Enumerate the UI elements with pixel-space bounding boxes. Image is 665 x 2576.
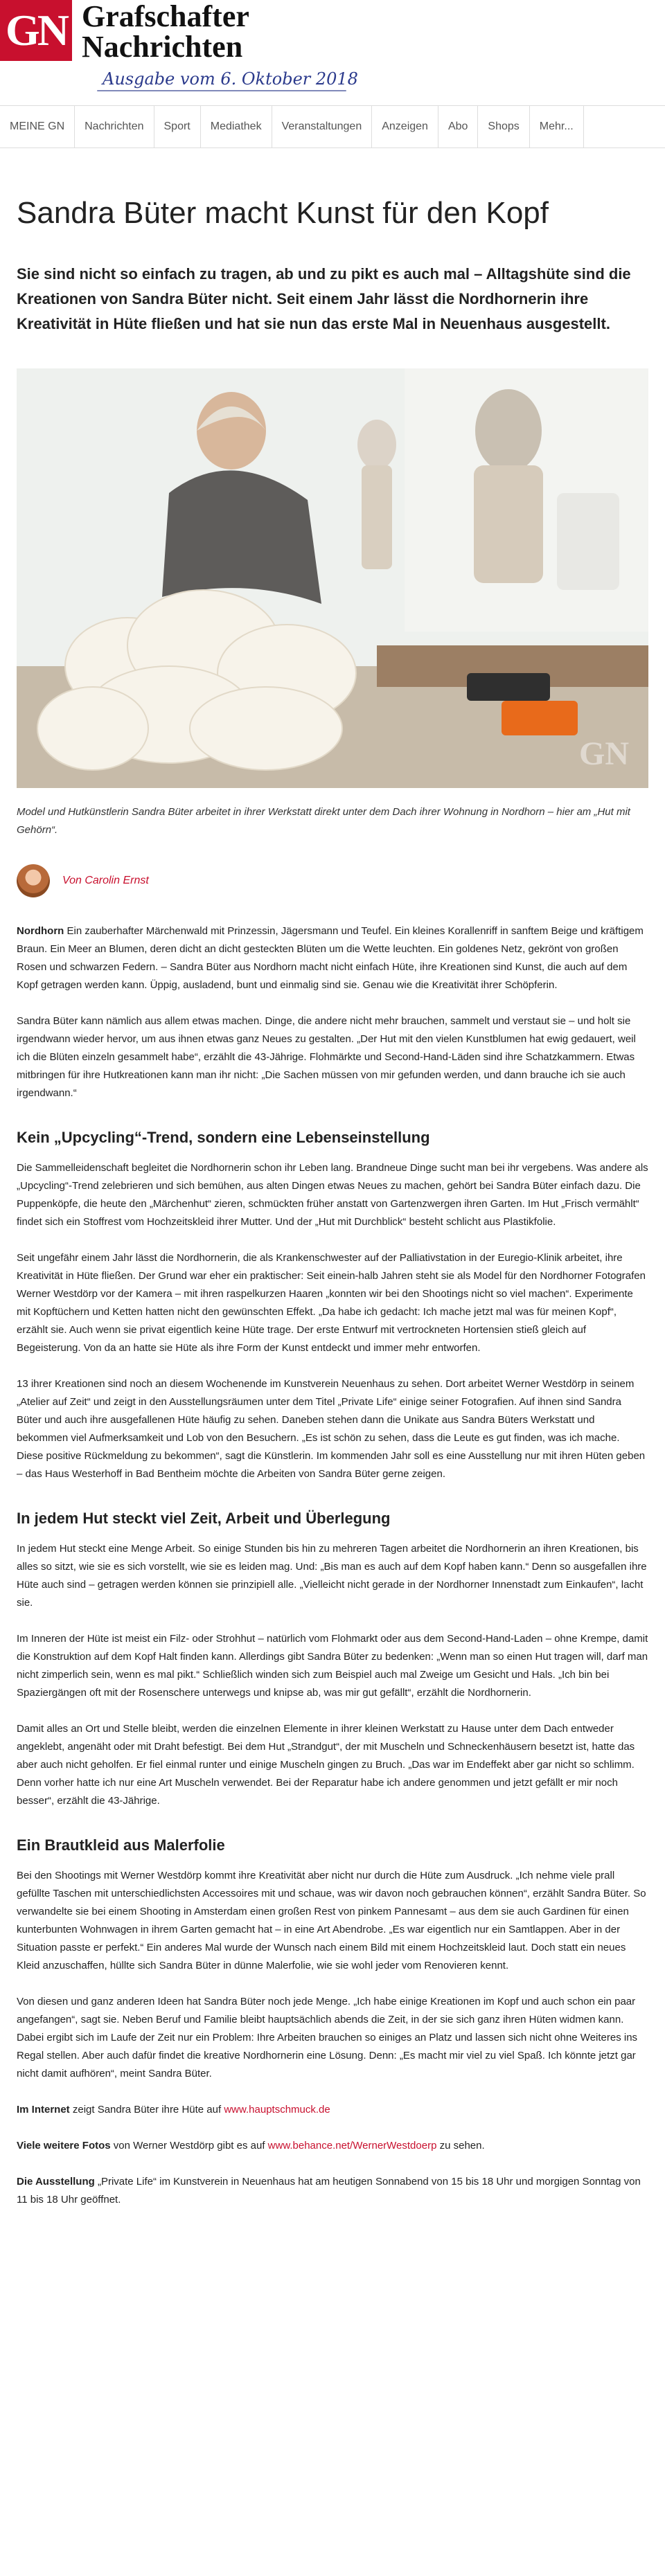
paragraph-2: Sandra Büter kann nämlich aus allem etwas machen. Dinge, die andere nicht mehr brauchen, sammelt und verstaut sie – und holt sie irgendwann wieder hervor, um aus ihnen etwas ganz Neues zu gestalten. „Der Hut mit den vielen Kunstblumen hat ewig gedauert, weil ich die Blüten einzeln gesammelt habe“, erzählt die 43-Jährige. Flohmärkte und Second-Hand-Läden sind ihre Schatzkammern. Etwas mitbringen für ihre Hutkreationen kann man ihr nicht: „Die Sachen müssen von mir gefunden werden, und dann brauche ich sie auch irgendwann.“ xyxy=(17,1015,636,1099)
nav-item-veranstaltungen[interactable]: Veranstaltungen xyxy=(272,106,373,147)
article xyxy=(0,193,665,2209)
note-photos xyxy=(17,2137,648,2155)
author-block xyxy=(17,864,648,897)
note-internet-label: Im Internet xyxy=(17,2104,70,2116)
nav-item-abo[interactable]: Abo xyxy=(438,106,478,147)
paragraph-3: Die Sammelleidenschaft begleitet die Nordhornerin schon ihr Leben lang. Brandneue Dinge sucht man bei ihr vergebens. Was andere als „Upcycling“-Trend zelebrieren und sich bemühen, aus alten Dingen etwas Neues zu machen, gehört bei Sandra Büter einfach dazu. Die Puppenköpfe, die heute den „Märchenhut“ zieren, schmückten früher anstatt von Gartenzwergen ihren Garten. Im Hut „Frisch vermählt“ findet sich ein Stoffrest vom Hochzeitskleid ihrer Mutter. Und der „Hut mit Durchblick“ besteht schlicht aus Plastikfolie. xyxy=(17,1162,648,1228)
article-title: Sandra Büter macht Kunst für den Kopf xyxy=(17,196,549,230)
note-photos-label: Viele weitere Fotos xyxy=(17,2140,111,2152)
paragraph-4: Seit ungefähr einem Jahr lässt die Nordhornerin, die als Krankenschwester auf der Palliativstation in der Euregio-Klinik arbeitet, ihre Kreativität in Hüte fließen. Der Grund war eher ein praktischer: Seit einein-halb Jahren steht sie als Model für den Nordhorner Fotografen Werner Westdörp vor der Kamera – mit ihren raspelkurzen Haaren „konnten wir bei den Shootings nicht so viel machen“. Experimente mit Kopftüchern und Ketten hatten nicht den gewünschten Effekt. „Da habe ich gedacht: Ich mache jetzt mal was für meinen Kopf“, erzählt sie. Auch wenn sie privat eigentlich keine Hüte trage. Der erste Entwurf mit vertrockneten Hortensien stieß gleich auf Begeisterung. Von da an hatte sie Hüte als ihre Form der Kunst entdeckt und immer mehr entworfen. xyxy=(17,1252,646,1354)
note-exhibition xyxy=(17,2173,648,2209)
paragraph-1-text: Ein zauberhafter Märchenwald mit Prinzessin, Jägersmann und Teufel. Ein kleines Korallenriff in sanftem Beige und kräftigem Braun. Ein Meer an Blumen, deren dicht an dicht gesteckten Blüten um die Wette leuchten. Ein goldenes Netz, gekrönt von großen Rosen und schwarzen Federn. – Sandra Büter aus Nordhorn macht nicht einfach Hüte, ihre Kreationen sind Kunst, die auch auf dem Kopf getragen werden kann. Üppig, ausladend, bunt und einmalig sind sie. Genau wie die Kreativität ihrer Schöpferin. xyxy=(17,925,644,991)
photo-illustration xyxy=(17,368,648,788)
edition-date: Ausgabe vom 6. Oktober 2018 xyxy=(103,69,358,89)
paragraph-6: In jedem Hut steckt eine Menge Arbeit. So einige Stunden bis hin zu mehreren Tagen arbeitet die Nordhornerin an ihren Kreationen, bis alles so sitzt, wie sie es sich vorstellt, wie sie es leiden mag. Und: „Bis man es auch auf dem Kopf haben kann.“ Denn so ausgefallen ihre Hüte auch sind – getragen werden können sie prinzipiell alle. „Vielleicht nicht gerade in der Nordhorner Innenstadt zum Einkaufen“, lacht sie. xyxy=(17,1543,647,1609)
photo-caption: Model und Hutkünstlerin Sandra Büter arbeitet in ihrer Werkstatt direkt unter dem Dach ihrer Wohnung in Nordhorn – hier am „Hut mit Gehörn“. xyxy=(17,806,630,836)
nav-item-mediathek[interactable]: Mediathek xyxy=(201,106,272,147)
subheading-1: Kein „Upcycling“-Trend, sondern eine Lebenseinstellung xyxy=(17,1129,430,1146)
paragraph-7: Im Inneren der Hüte ist meist ein Filz- oder Strohhut – natürlich vom Flohmarkt oder aus dem Second-Hand-Laden – ohne Krempe, damit die Konstruktion auf dem Kopf Halt finden kann. Allerdings gibt Sandra Büter zu bedenken: „Wenn man so einen Hut tragen will, darf man nicht zimperlich sein, wenn es mal pikt.“ Schließlich winden sich zum Beispiel auch mal Zweige um Gesicht und Hals. „Ich bin bei Spaziergängen oft mit der Rosenschere unterwegs und knipse ab, was mir gut gefällt“, erzählt die Nordhornerin. xyxy=(17,1633,648,1699)
dateline: Nordhorn xyxy=(17,925,64,937)
brand-line-1: Grafschafter xyxy=(82,0,249,33)
paragraph-10: Von diesen und ganz anderen Ideen hat Sandra Büter noch jede Menge. „Ich habe einige Kreationen im Kopf und auch schon ein paar angefangen“, sagt sie. Neben Beruf und Familie bleibt hauptsächlich abends die Zeit, in der sie sich ganz ihren Hüten widmen kann. Dabei ergibt sich im Laufe der Zeit nur ein Problem: Ihre Arbeiten brauchen so einiges an Platz und lassen sich nicht ohne Weiteres ins Regal stellen. Aber auch dafür findet die kreative Nordhornerin eine Lösung. Denn: „Es macht mir viel zu viel Spaß. Ich könnte jetzt gar nicht damit aufhören“, meint Sandra Büter. xyxy=(17,1996,638,2079)
subheading-3: Ein Brautkleid aus Malerfolie xyxy=(17,1836,225,1854)
article-body xyxy=(17,922,648,2209)
paragraph-9: Bei den Shootings mit Werner Westdörp kommt ihre Kreativität aber nicht nur durch die Hüte zum Ausdruck. „Ich nehme viele prall gefüllte Taschen mit unterschiedlichsten Accessoires mit und schaue, was wir davon noch gebrauchen können“, erzählt Sandra Büter. So verwandelte sie bei einem Shooting in Amsterdam einen großen Rest von pinkem Pannesamt – aus dem sie auch Gardinen für einen kunterbunten Wohnwagen in ihrem Garten gemacht hat – in eine Art Abendrobe. „Es war eigentlich nur ein Samtlappen. Aber in der Situation passte er perfekt.“ Ein anderes Mal wurde der Wunsch nach einem Bild mit einem Hochzeitskleid laut. Doch statt ein neues Kleid anzuschaffen, hüllte sich Sandra Büter in dünne Malerfolie, wie sie wohl jeder vom Renovieren kennt. xyxy=(17,1870,646,1971)
nav-item-shops[interactable]: Shops xyxy=(478,106,529,147)
note-photos-text: von Werner Westdörp gibt es auf xyxy=(110,2140,268,2152)
subheading-2: In jedem Hut steckt viel Zeit, Arbeit und Überlegung xyxy=(17,1510,391,1527)
paragraph-5: 13 ihrer Kreationen sind noch an diesem Wochenende im Kunstverein Neuenhaus zu sehen. Dort arbeitet Werner Westdörp in seinem „Atelier auf Zeit“ und zeigt in den Ausstellungsräumen unter dem Titel „Private Life“ einige seiner Fotografien. Auf ihnen sind Sandra Büter und auch ihre ausgefallenen Hüte häufig zu sehen. Daneben stehen dann die Unikate aus Sandra Büters Werkstatt und bekommen viel Aufmerksamkeit und Lob von den Besuchern. „Es ist schön zu sehen, dass die Leute es gut finden, was ich mache. Diese positive Rückmeldung zu bekommen“, sagt die Künstlerin. Im kommenden Jahr soll es eine Ausstellung nur mit ihren Hüten geben – das Haus Westerhoff in Bad Bentheim möchte die Arbeiten von Sandra Büter gerne zeigen. xyxy=(17,1378,646,1480)
nav-item-nachrichten[interactable]: Nachrichten xyxy=(75,106,154,147)
nav-item-sport[interactable]: Sport xyxy=(154,106,201,147)
hauptschmuck-link[interactable]: www.hauptschmuck.de xyxy=(224,2104,330,2116)
nav-item-mehr[interactable]: Mehr... xyxy=(530,106,584,147)
nav-item-anzeigen[interactable]: Anzeigen xyxy=(372,106,438,147)
note-internet xyxy=(17,2101,648,2119)
article-photo[interactable] xyxy=(17,368,648,788)
paragraph-1 xyxy=(17,922,648,994)
note-photos-tail: zu sehen. xyxy=(436,2140,485,2152)
brand-name[interactable] xyxy=(82,1,249,62)
note-exhibition-text: „Private Life“ im Kunstverein in Neuenhaus hat am heutigen Sonnabend von 15 bis 18 Uhr und morgigen Sonntag von 11 bis 18 Uhr geöffnet. xyxy=(17,2176,641,2206)
author-avatar[interactable] xyxy=(17,864,50,897)
edition-underline xyxy=(97,90,346,91)
behance-link[interactable]: www.behance.net/WernerWestdoerp xyxy=(267,2140,437,2152)
paragraph-8: Damit alles an Ort und Stelle bleibt, werden die einzelnen Elemente in ihrer kleinen Werkstatt zu Hause unter dem Dach entweder angeklebt, angenäht oder mit Draht befestigt. Bei dem Hut „Strandgut“, der mit Muscheln und Schneckenhäusern besetzt ist, hatte das aber auch nicht geholfen. Er fiel einmal runter und einige Muscheln gingen zu Bruch. „Das war im Endeffekt aber gar nicht so schlimm. Denn vorher hatte ich nur eine Art Muscheln verwendet. Bei der Reparatur habe ich andere genommen und jetzt gefällt er mir noch besser“, erzählt die 43-Jährige. xyxy=(17,1723,635,1807)
photo-watermark: GN xyxy=(579,735,629,772)
nav-item-meine-gn[interactable]: MEINE GN xyxy=(0,106,75,147)
author-name[interactable]: Von Carolin Ernst xyxy=(62,875,149,886)
brand-line-2: Nachrichten xyxy=(82,30,243,64)
main-navigation xyxy=(0,105,665,148)
note-internet-text: zeigt Sandra Büter ihre Hüte auf xyxy=(69,2104,224,2116)
note-exhibition-label: Die Ausstellung xyxy=(17,2176,95,2188)
article-lead: Sie sind nicht so einfach zu tragen, ab und zu pikt es auch mal – Alltagshüte sind die Kreationen von Sandra Büter nicht. Seit einem Jahr lässt die Nordhornerin ihre Kreativität in Hüte fließen und hat sie nun das erste Mal in Neuenhaus ausgestellt. xyxy=(17,265,631,332)
gn-logo[interactable]: GN xyxy=(0,0,72,61)
masthead xyxy=(0,0,665,90)
